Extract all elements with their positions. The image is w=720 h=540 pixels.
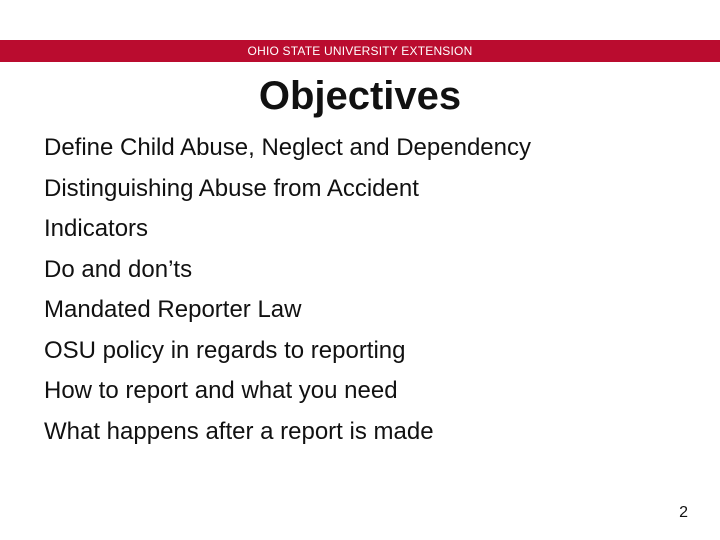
banner-text: OHIO STATE UNIVERSITY EXTENSION [247, 44, 473, 58]
objective-item: What happens after a report is made [44, 417, 434, 445]
objective-item: Do and don’ts [44, 255, 193, 283]
objective-item: Indicators [44, 215, 149, 242]
objective-item: How to report and what you need [44, 377, 398, 404]
objective-item: Mandated Reporter Law [44, 296, 302, 323]
page-number: 2 [679, 504, 688, 521]
objective-item: Distinguishing Abuse from Accident [44, 174, 419, 202]
objective-item: Define Child Abuse, Neglect and Dependency [44, 134, 531, 161]
objectives-list [44, 128, 531, 452]
objective-item: OSU policy in regards to reporting [44, 336, 406, 364]
header-banner [0, 40, 720, 62]
slide-title: Objectives [258, 74, 462, 118]
